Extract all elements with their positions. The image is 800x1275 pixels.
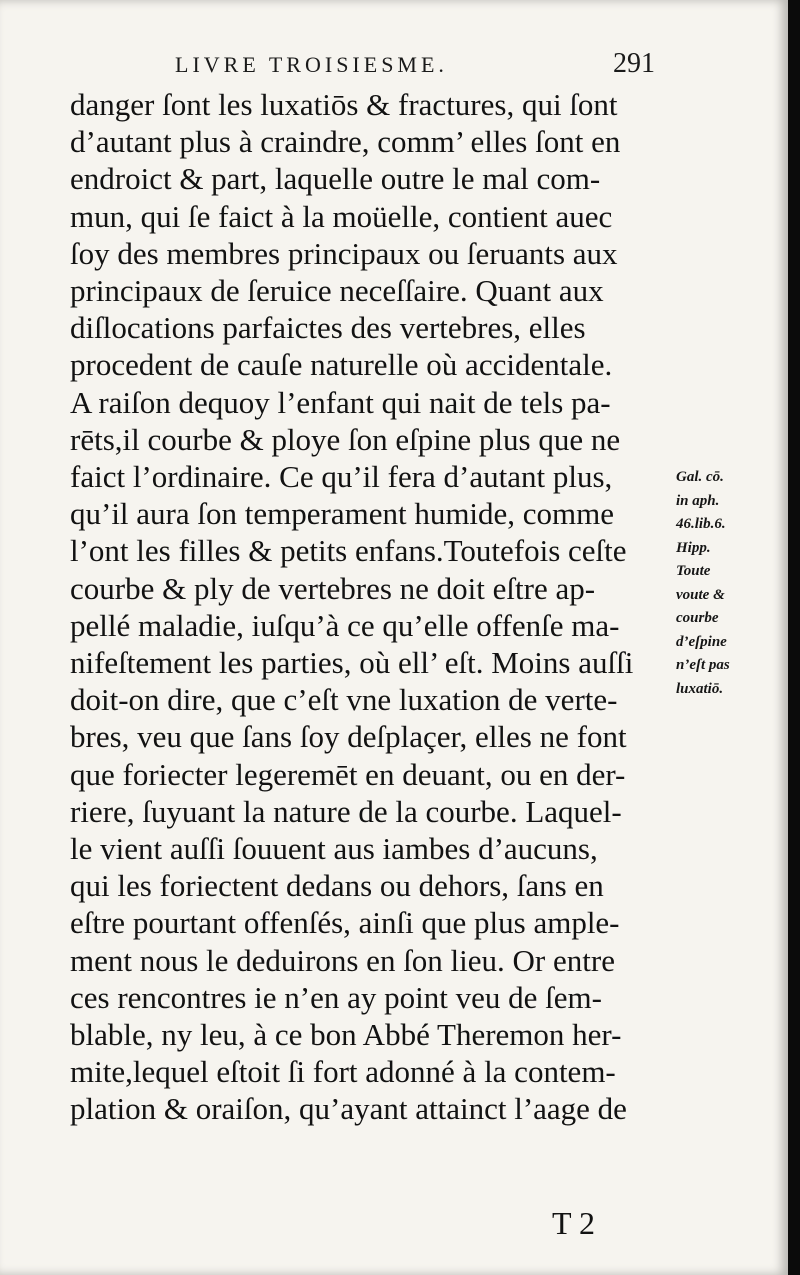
text-line: A raiſon dequoy l’enfant qui nait de tels pa- (70, 384, 611, 420)
margin-note: Toute (676, 563, 711, 579)
text-line: mite,lequel eſtoit ſi fort adonné à la contem- (70, 1054, 616, 1090)
margin-note: voute & (676, 586, 725, 603)
text-line: riere, ſuyuant la nature de la courbe. Laquel- (70, 793, 622, 829)
text-line: l’ont les filles & petits enfans.Toutefois ceſte (70, 533, 627, 569)
margin-note: n’eſt pas (676, 657, 730, 673)
margin-note: Hipp. (676, 539, 711, 556)
text-line: nifeſtement les parties, où ell’ eſt. Moins auſſi (70, 645, 634, 681)
signature-mark: T 2 (552, 1205, 595, 1241)
text-line: courbe & ply de vertebres ne doit eſtre ap- (70, 570, 596, 606)
text-line: blable, ny leu, à ce bon Abbé Theremon her- (70, 1017, 622, 1053)
page-header (175, 48, 655, 84)
margin-notes (676, 466, 786, 701)
text-line: bres, veu que ſans ſoy deſplaçer, elles ne font (70, 719, 627, 755)
text-line: que foriecter legeremēt en deuant, ou en der- (70, 756, 626, 792)
text-line: endroict & part, laquelle outre le mal com- (70, 161, 601, 197)
margin-note: in aph. (676, 492, 720, 509)
text-line: qui les foriectent dedans ou dehors, ſans en (70, 868, 604, 904)
text-line: ces rencontres ie n’en ay point veu de ſem- (70, 979, 602, 1015)
text-line: procedent de cauſe naturelle où accidentale. (70, 347, 613, 383)
text-line: diſlocations parfaictes des vertebres, elles (70, 310, 586, 346)
text-line: rēts,il courbe & ploye ſon eſpine plus que ne (70, 421, 621, 457)
text-line: danger ſont les luxatiōs & fractures, qui ſont (70, 87, 618, 122)
text-line: principaux de ſeruice neceſſaire. Quant aux (70, 273, 604, 309)
text-line: eſtre pourtant offenſés, ainſi que plus ample- (70, 905, 620, 941)
text-line: mun, qui ſe faict à la moüelle, contient auec (70, 198, 613, 234)
margin-note: d’eſpine (676, 633, 727, 650)
page-number: 291 (613, 48, 655, 79)
body-text (70, 86, 670, 1128)
text-line: plation & oraiſon, qu’ayant attainct l’aage de (70, 1091, 627, 1127)
text-line: le vient auſſi ſouuent aus iambes d’aucuns, (70, 831, 598, 867)
text-line: pellé maladie, iuſqu’à ce qu’elle offenſe ma- (70, 607, 620, 643)
margin-note: courbe (676, 610, 719, 626)
margin-note: luxatiō. (676, 680, 724, 697)
running-head: LIVRE TROISIESME. (175, 52, 448, 77)
margin-note: 46.lib.6. (676, 516, 726, 532)
text-line: d’autant plus à craindre, comm’ elles ſont en (70, 124, 621, 160)
text-line: doit-on dire, que c’eſt vne luxation de verte- (70, 682, 618, 718)
text-line: ſoy des membres principaux ou ſeruants aux (70, 235, 618, 271)
text-line: faict l’ordinaire. Ce qu’il fera d’autant plus, (70, 459, 613, 495)
text-line: qu’il aura ſon temperament humide, comme (70, 496, 615, 532)
text-line: ment nous le deduirons en ſon lieu. Or entre (70, 942, 615, 978)
margin-note: Gal. cō. (676, 469, 724, 485)
